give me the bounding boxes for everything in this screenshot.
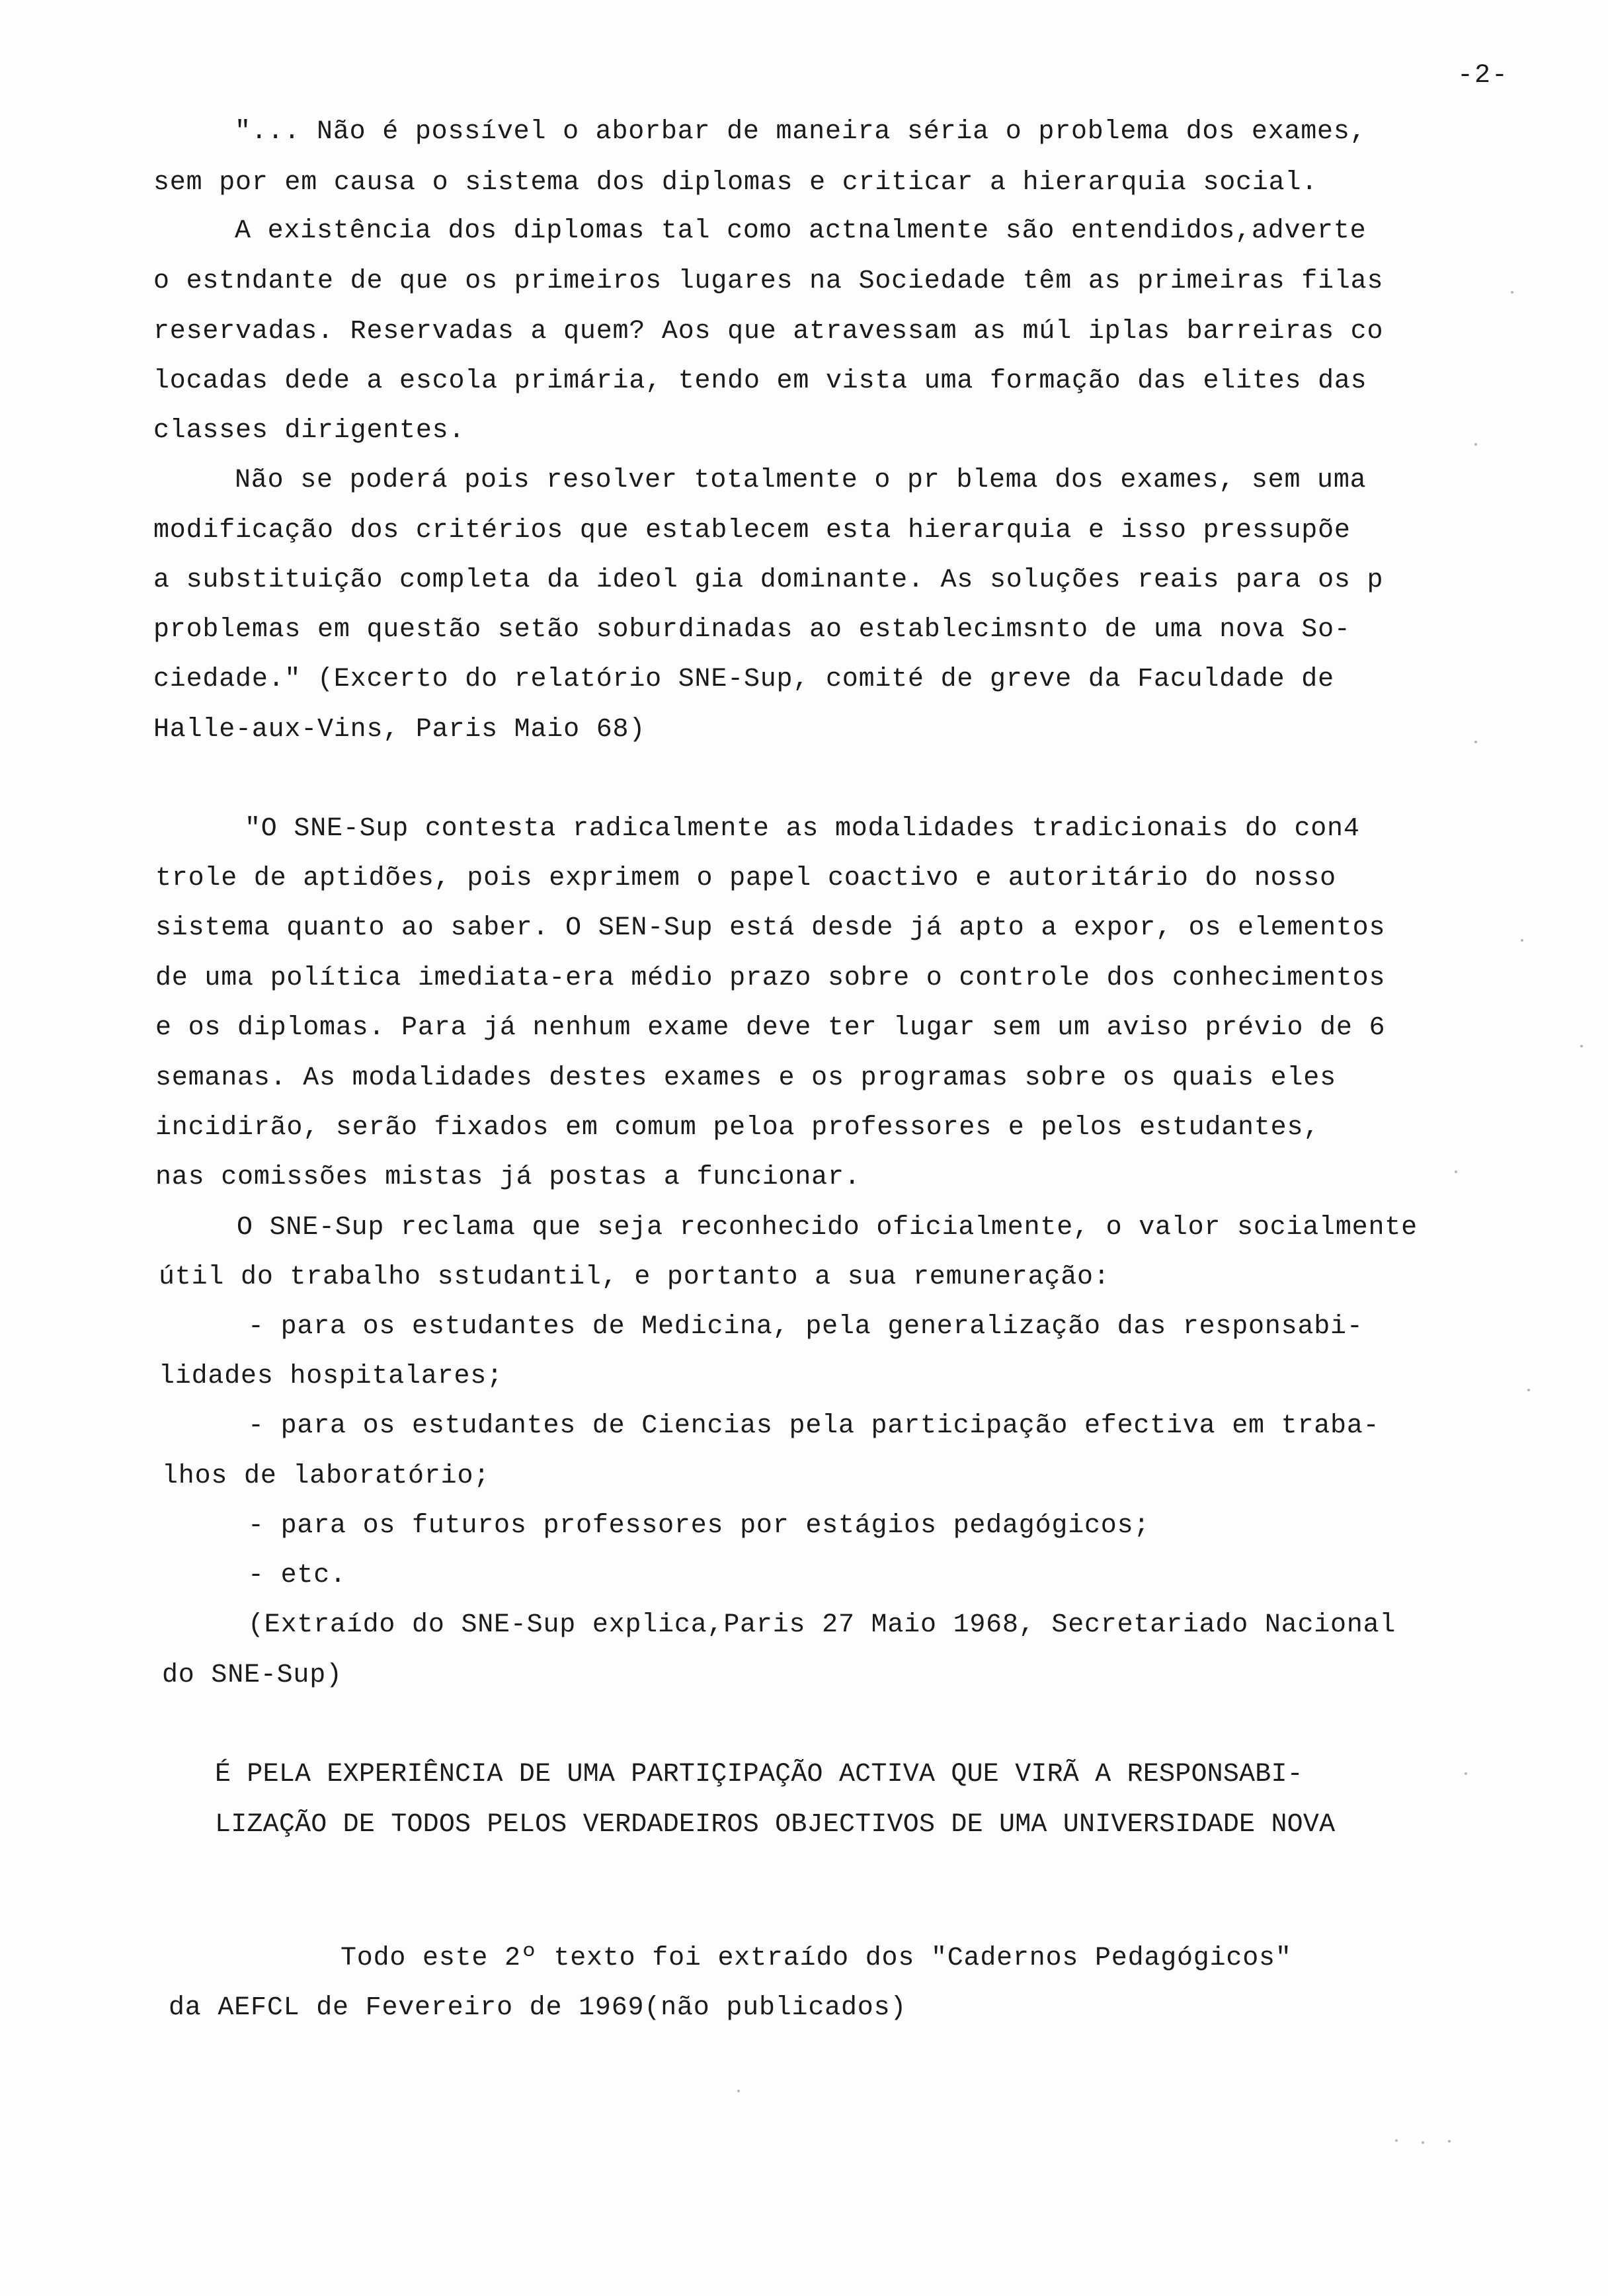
text-line: o estndante de que os primeiros lugares na Sociedade têm as primeiras filas — [153, 266, 1384, 296]
text-line: É PELA EXPERIÊNCIA DE UMA PARTIÇIPAÇÃO ACTIVA QUE VIRÃ A RESPONSABI- — [215, 1760, 1303, 1789]
text-line: LIZAÇÃO DE TODOS PELOS VERDADEIROS OBJECTIVOS DE UMA UNIVERSIDADE NOVA — [215, 1810, 1336, 1840]
list-item: - etc. — [248, 1561, 346, 1590]
list-item: - para os estudantes de Ciencias pela participação efectiva em traba- — [248, 1411, 1380, 1441]
text-line: Todo este 2º texto foi extraído dos "Cadernos Pedagógicos" — [341, 1944, 1292, 1973]
text-line: A existência dos diplomas tal como actnalmente são entendidos,adverte — [235, 216, 1367, 246]
text-line: de uma política imediata-era médio prazo sobre o controle dos conhecimentos — [155, 964, 1386, 993]
list-item: - para os futuros professores por estágios pedagógicos; — [248, 1511, 1150, 1541]
text-line: locadas dede a escola primária, tendo em vista uma formação das elites das — [153, 366, 1367, 396]
text-line: incidirão, serão fixados em comum peloa professores e pelos estudantes, — [155, 1113, 1320, 1143]
text-line: Não se poderá pois resolver totalmente o pr blema dos exames, sem uma — [235, 466, 1367, 495]
text-line: ciedade." (Excerto do relatório SNE-Sup, comité de greve da Faculdade de — [153, 665, 1334, 694]
text-line: "... Não é possível o aborbar de maneira séria o problema dos exames, — [235, 117, 1367, 147]
source-citation: (Extraído do SNE-Sup explica,Paris 27 Maio 1968, Secretariado Nacional — [248, 1610, 1396, 1640]
text-line: e os diplomas. Para já nenhum exame deve ter lugar sem um aviso prévio de 6 — [155, 1013, 1386, 1043]
text-line: sistema quanto ao saber. O SEN-Sup está desde já apto a expor, os elementos — [155, 913, 1386, 943]
text-line: útil do trabalho sstudantil, e portanto a sua remuneração: — [159, 1262, 1110, 1292]
text-line: a substituição completa da ideol gia dominante. As soluções reais para os p — [153, 565, 1384, 595]
text-line: problemas em questão setão soburdinadas ao establecimsnto de uma nova So- — [153, 615, 1351, 645]
text-line: reservadas. Reservadas a quem? Aos que atravessam as múl iplas barreiras co — [153, 317, 1384, 347]
text-line: lidades hospitalares; — [159, 1362, 503, 1391]
text-line: sem por em causa o sistema dos diplomas e criticar a hierarquia social. — [153, 168, 1318, 198]
text-line: modificação dos critérios que establecem esta hierarquia e isso pressupõe — [153, 516, 1351, 546]
text-line: trole de aptidões, pois exprimem o papel coactivo e autoritário do nosso — [155, 864, 1336, 893]
text-line: classes dirigentes. — [153, 416, 465, 446]
text-line: da AEFCL de Fevereiro de 1969(não publicados) — [169, 1993, 907, 2023]
text-line: nas comissões mistas já postas a funcionar. — [155, 1163, 861, 1192]
text-line: Halle-aux-Vins, Paris Maio 68) — [153, 715, 646, 745]
page-number: -2- — [1457, 61, 1509, 91]
text-line: semanas. As modalidades destes exames e os programas sobre os quais eles — [155, 1063, 1336, 1093]
source-citation: do SNE-Sup) — [162, 1660, 342, 1690]
text-line: O SNE-Sup reclama que seja reconhecido oficialmente, o valor socialmente — [237, 1213, 1418, 1243]
list-item: - para os estudantes de Medicina, pela generalização das responsabi- — [248, 1312, 1363, 1342]
text-line: "O SNE-Sup contesta radicalmente as modalidades tradicionais do con4 — [245, 814, 1360, 844]
text-line: lhos de laboratório; — [162, 1461, 491, 1491]
